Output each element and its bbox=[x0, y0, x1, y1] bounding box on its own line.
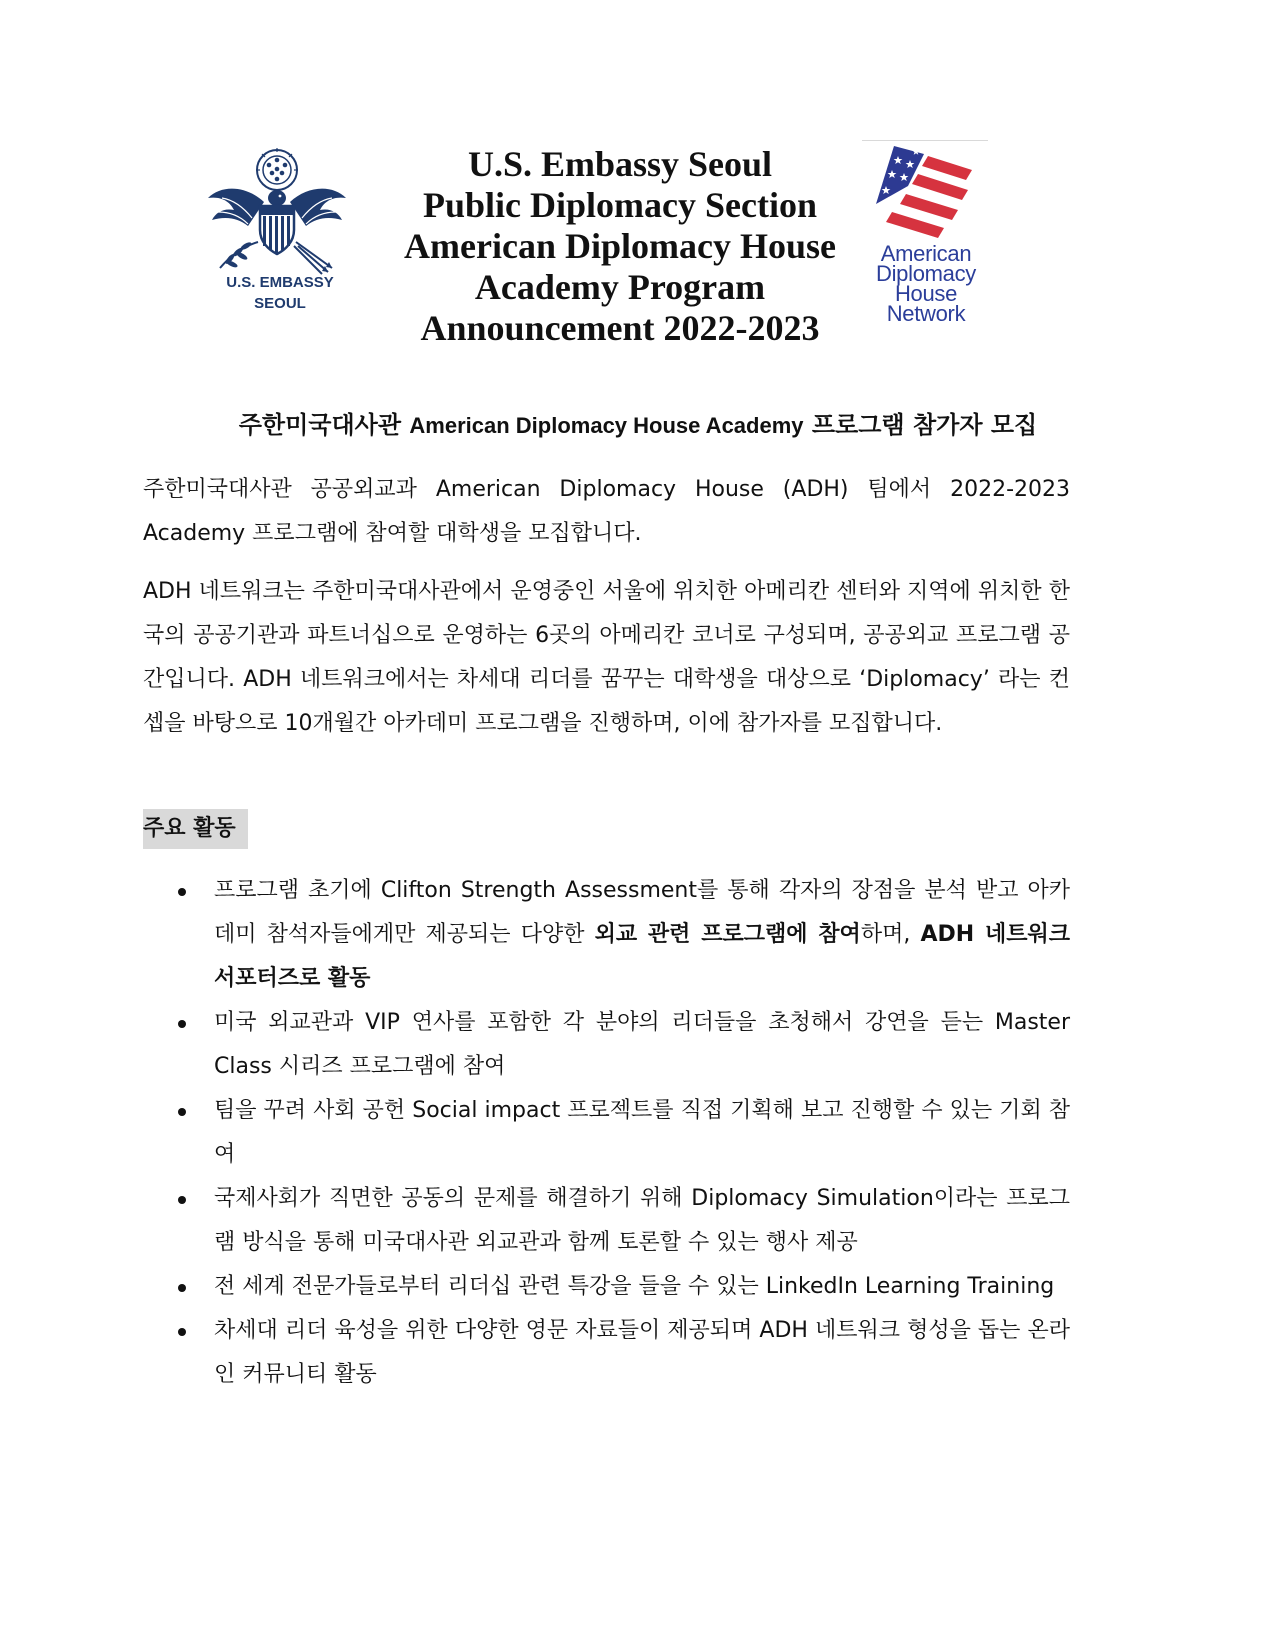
bullet-icon bbox=[178, 1108, 186, 1116]
item-text: 팀을 꾸려 사회 공헌 Social impact 프로젝트를 직접 기획해 보고 진행할 수 있는 기회 참여 bbox=[214, 1098, 1070, 1167]
list-item bbox=[214, 1177, 1070, 1265]
seal-caption bbox=[190, 272, 370, 314]
recruitment-headline bbox=[143, 405, 1133, 446]
title-line: U.S. Embassy Seoul bbox=[467, 144, 773, 184]
title-line: Announcement 2022-2023 bbox=[420, 308, 820, 348]
seal-caption-line2: SEOUL bbox=[254, 295, 306, 312]
bullet-icon bbox=[178, 1284, 186, 1292]
list-item bbox=[214, 869, 1070, 1001]
item-text: 차세대 리더 육성을 위한 다양한 영문 자료들이 제공되며 ADH 네트워크 형성을 돕는 온라인 커뮤니티 활동 bbox=[214, 1318, 1070, 1387]
network-description-paragraph: ADH 네트워크는 주한미국대사관에서 운영중인 서울에 위치한 아메리칸 센터와 지역에 위치한 한국의 공공기관과 파트너십으로 운영하는 6곳의 아메리칸 코너로 구성되며, 공공외교 프로그램 공간입니다. ADH 네트워크에서는 차세대 리더를 꿈꾸는 대학생을 대상으로 ‘Diplomacy’ 라는 컨셉을 바탕으로 10개월간 아카데미 프로그램을 진행하며, 이에 참가자를 모집합니다. bbox=[143, 579, 1070, 736]
item-text: 국제사회가 직면한 공동의 문제를 해결하기 위해 Diplomacy Simulation이라는 프로그램 방식을 통해 미국대사관 외교관과 함께 토론할 수 있는 행사 제공 bbox=[214, 1186, 1070, 1255]
logo-divider bbox=[862, 140, 988, 141]
document-header bbox=[190, 140, 1070, 370]
bullet-icon bbox=[178, 888, 186, 896]
activities-list bbox=[214, 869, 1070, 1397]
document-title bbox=[390, 144, 850, 349]
main-activities-heading: 주요 활동 bbox=[143, 809, 248, 849]
title-line: American Diplomacy House bbox=[404, 226, 836, 266]
logo-text-line: Diplomacy bbox=[876, 261, 976, 286]
list-item bbox=[214, 1089, 1070, 1177]
title-line: Public Diplomacy Section bbox=[423, 185, 817, 225]
title-line: Academy Program bbox=[474, 267, 766, 307]
adh-network-logo bbox=[858, 140, 993, 335]
bullet-icon bbox=[178, 1196, 186, 1204]
logo-text-line: American bbox=[880, 241, 972, 266]
headline-korean-prefix: 주한미국대사관 bbox=[238, 411, 410, 439]
bullet-icon bbox=[178, 1328, 186, 1336]
list-item bbox=[214, 1001, 1070, 1089]
item-bold-text: ADH 네트워크 서포터즈로 활동 bbox=[214, 922, 1070, 991]
item-bold-text: 외교 관련 프로그램에 참여 bbox=[594, 922, 861, 947]
item-text: 전 세계 전문가들로부터 리더십 관련 특강을 들을 수 있는 LinkedIn Learning Training bbox=[214, 1274, 1055, 1299]
logo-text-line: Network bbox=[886, 301, 966, 326]
adh-logo-wordmark bbox=[858, 241, 994, 326]
intro-paragraph: 주한미국대사관 공공외교과 American Diplomacy House (ADH) 팀에서 2022-2023 Academy 프로그램에 참여할 대학생을 모집합니다. bbox=[143, 477, 1070, 546]
adh-flag-logo-icon bbox=[876, 146, 976, 242]
headline-korean-suffix: 프로그램 참가자 모집 bbox=[803, 411, 1038, 439]
bullet-icon bbox=[178, 1020, 186, 1028]
list-item bbox=[214, 1309, 1070, 1397]
list-item bbox=[214, 1265, 1070, 1309]
logo-text-line: House bbox=[894, 281, 958, 306]
seal-caption-line1: U.S. EMBASSY bbox=[226, 274, 334, 291]
item-text: 하며, bbox=[860, 922, 921, 947]
headline-program-name: American Diplomacy House Academy bbox=[409, 413, 804, 438]
item-text: 미국 외교관과 VIP 연사를 포함한 각 분야의 리더들을 초청해서 강연을 듣는 Master Class 시리즈 프로그램에 참여 bbox=[214, 1010, 1070, 1079]
item-text: 프로그램 초기에 Clifton Strength Assessment를 통해 각자의 장점을 분석 받고 아카데미 참석자들에게만 제공되는 다양한 bbox=[214, 878, 1070, 947]
